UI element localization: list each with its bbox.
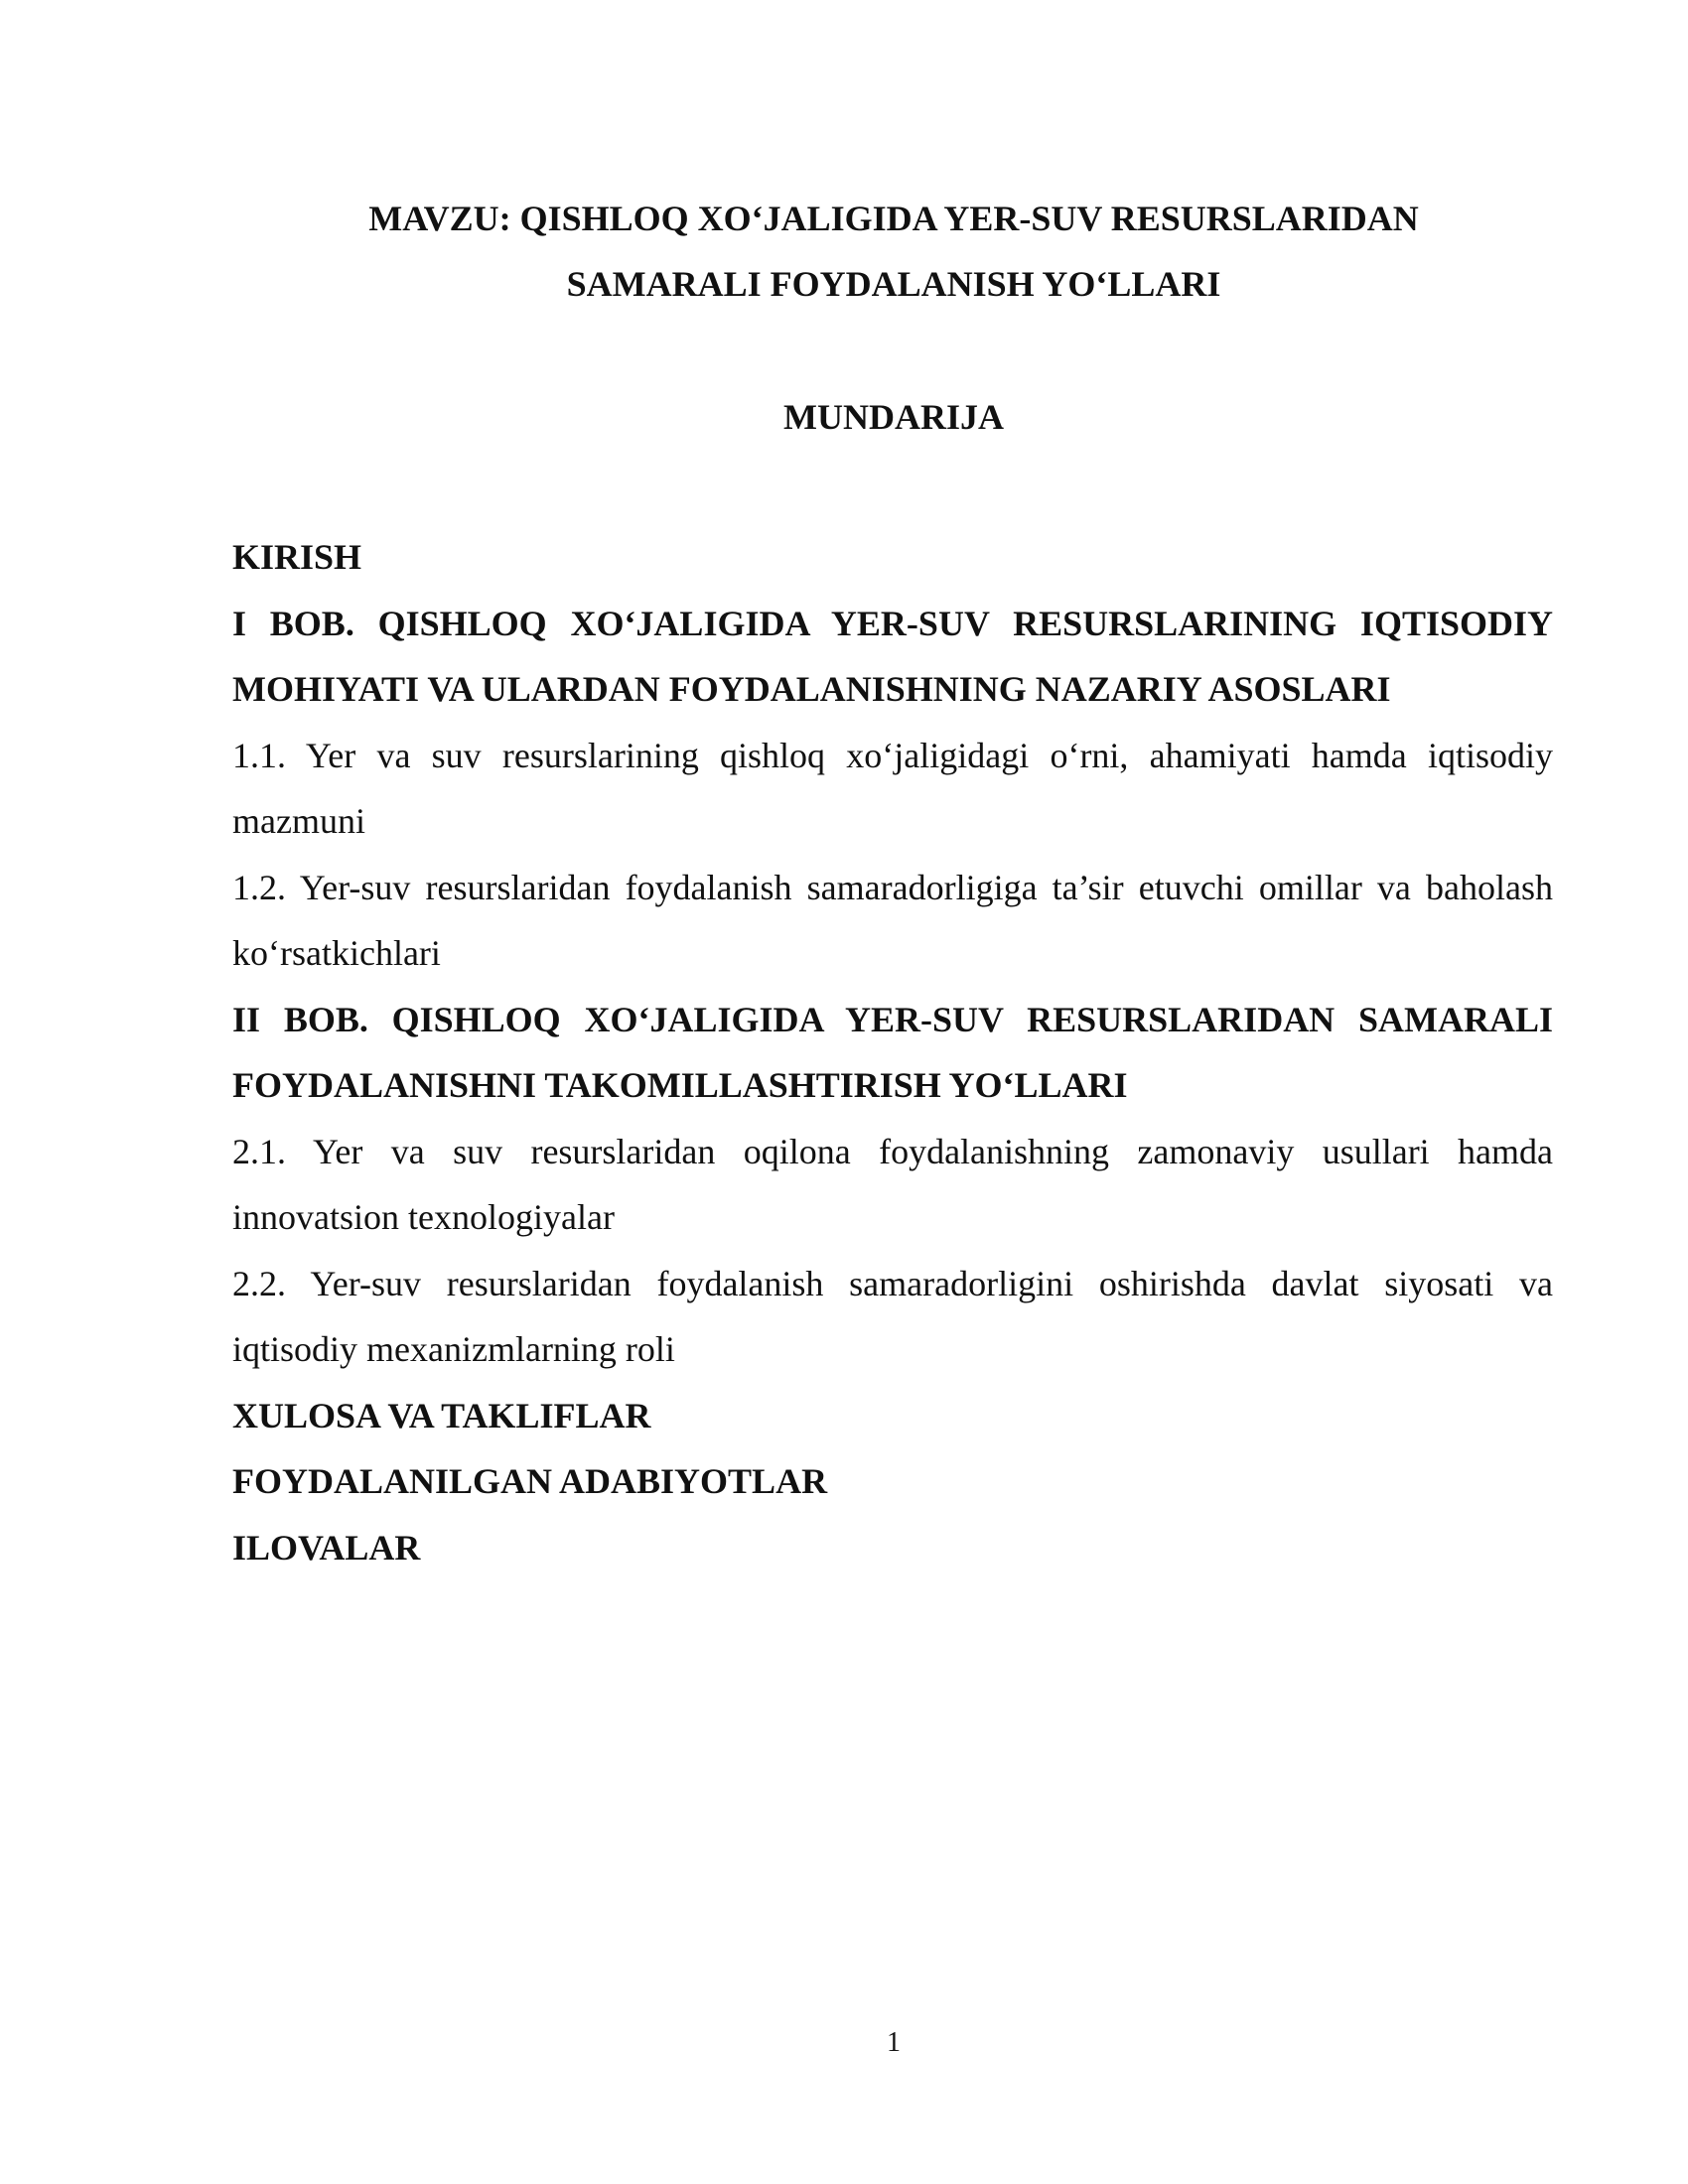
toc-entry-chapter-1: I BOB. QISHLOQ XO‘JALIGIDA YER-SUV RESURSLARINING IQTISODIY MOHIYATI VA ULARDAN FOYDALANISHNING NAZARIY ASOSLARI: [232, 603, 1553, 709]
toc-entry-section-2-1: 2.1. Yer va suv resurslaridan oqilona foydalanishning zamonaviy usullari hamda innovatsion texnologiyalar: [232, 1131, 1553, 1237]
table-of-contents: [232, 524, 1553, 1580]
toc-entry-chapter-2: II BOB. QISHLOQ XO‘JALIGIDA YER-SUV RESURSLARIDAN SAMARALI FOYDALANISHNI TAKOMILLASHTIRISH YO‘LLARI: [232, 999, 1553, 1105]
document-title-line-1: MAVZU: QISHLOQ XO‘JALIGIDA YER-SUV RESURSLARIDAN: [368, 199, 1419, 238]
toc-entry-appendices: ILOVALAR: [232, 1527, 421, 1568]
toc-entry-section-1-1: 1.1. Yer va suv resurslarining qishloq xo‘jaligidagi o‘rni, ahamiyati hamda iqtisodiy mazmuni: [232, 735, 1553, 841]
toc-entry-references: FOYDALANILGAN ADABIYOTLAR: [232, 1461, 828, 1501]
page-number: 1: [887, 2027, 901, 2058]
document-title-line-2: SAMARALI FOYDALANISH YO‘LLARI: [566, 264, 1221, 304]
toc-entry-section-2-2: 2.2. Yer-suv resurslaridan foydalanish samaradorligini oshirishda davlat siyosati va iqtisodiy mexanizmlarning roli: [232, 1263, 1553, 1369]
toc-entry-introduction: KIRISH: [232, 537, 362, 577]
toc-entry-section-1-2: 1.2. Yer-suv resurslaridan foydalanish samaradorligiga ta’sir etuvchi omillar va baholash ko‘rsatkichlari: [232, 867, 1553, 973]
table-of-contents-heading: MUNDARIJA: [783, 397, 1004, 437]
toc-entry-conclusions: XULOSA VA TAKLIFLAR: [232, 1395, 651, 1435]
